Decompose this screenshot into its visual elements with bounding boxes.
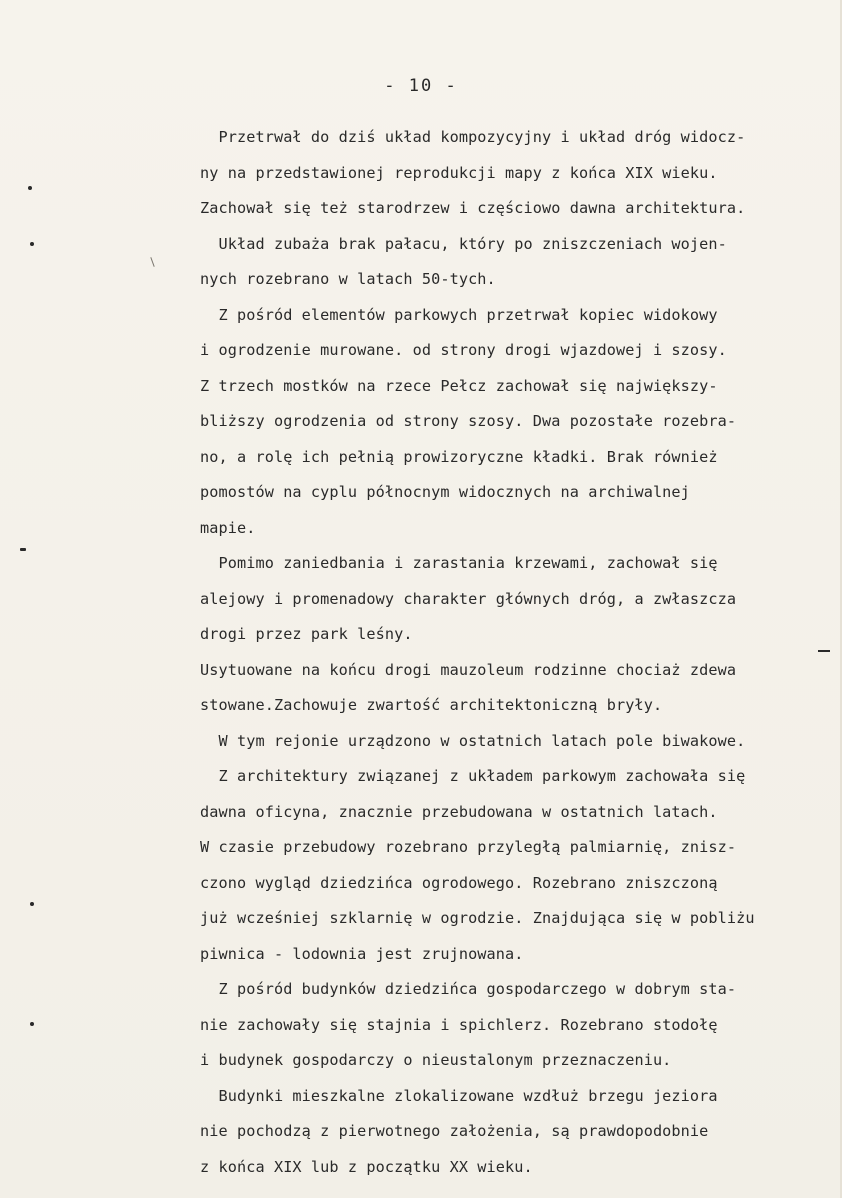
text-line: bliższy ogrodzenia od strony szosy. Dwa pozostałe rozebra-: [200, 412, 737, 430]
text-line: Zachował się też starodrzew i częściowo dawna architektura.: [200, 199, 746, 217]
margin-mark: [30, 902, 34, 906]
text-line: Z trzech mostków na rzece Pełcz zachował się największy-: [200, 376, 718, 395]
text-line: alejowy i promenadowy charakter głównych dróg, a zwłaszcza: [200, 589, 737, 608]
text-line: nych rozebrano w latach 50-tych.: [200, 270, 496, 288]
margin-mark: [28, 186, 32, 190]
text-line: stowane.Zachowuje zwartość architektoniczną bryły.: [200, 696, 663, 714]
text-line: pomostów na cyplu północnym widocznych na archiwalnej: [200, 483, 690, 501]
text-line: Z pośród elementów parkowych przetrwał kopiec widokowy: [200, 305, 718, 324]
text-line: i ogrodzenie murowane. od strony drogi wjazdowej i szosy.: [200, 341, 727, 359]
text-line: Pomimo zaniedbania i zarastania krzewami, zachował się: [200, 554, 718, 572]
text-line: Przetrwał do dziś układ kompozycyjny i układ dróg widocz-: [200, 128, 746, 146]
text-line: Z pośród budynków dziedzińca gospodarczego w dobrym sta-: [200, 980, 737, 998]
text-line: no, a rolę ich pełnią prowizoryczne kładki. Brak również: [200, 447, 718, 466]
text-line: mapie.: [200, 518, 256, 537]
text-line: dawna oficyna, znacznie przebudowana w ostatnich latach.: [200, 802, 718, 821]
text-line: drogi przez park leśny.: [200, 625, 413, 643]
text-line: czono wygląd dziedzińca ogrodowego. Rozebrano zniszczoną: [200, 873, 718, 892]
text-line: nie zachowały się stajnia i spichlerz. Rozebrano stodołę: [200, 1015, 718, 1034]
text-line: z końca XIX lub z początku XX wieku.: [200, 1157, 533, 1176]
body-text: [200, 120, 830, 1185]
text-line: W czasie przebudowy rozebrano przyległą palmiarnię, znisz-: [200, 838, 737, 856]
text-line: Usytuowane na końcu drogi mauzoleum rodzinne chociaż zdewa: [200, 660, 737, 679]
pencil-mark: [150, 257, 154, 267]
text-line: Z architektury związanej z układem parkowym zachowała się: [200, 767, 746, 785]
margin-mark: [30, 242, 34, 246]
text-line: ny na przedstawionej reprodukcji mapy z końca XIX wieku.: [200, 163, 718, 182]
text-line: W tym rejonie urządzono w ostatnich latach pole biwakowe.: [200, 731, 746, 750]
text-line: nie pochodzą z pierwotnego założenia, są prawdopodobnie: [200, 1122, 709, 1140]
text-line: piwnica - lodownia jest zrujnowana.: [200, 944, 524, 963]
text-line: Budynki mieszkalne zlokalizowane wzdłuż brzegu jeziora: [200, 1086, 718, 1105]
text-line: Układ zubaża brak pałacu, który po zniszczeniach wojen-: [200, 234, 727, 253]
text-line: już wcześniej szklarnię w ogrodzie. Znajdująca się w pobliżu: [200, 909, 755, 927]
margin-dash: [818, 650, 830, 652]
margin-mark: [20, 548, 26, 551]
text-line: i budynek gospodarczy o nieustalonym przeznaczeniu.: [200, 1051, 672, 1069]
margin-mark: [30, 1022, 34, 1026]
page-number: - 10 -: [384, 76, 458, 96]
